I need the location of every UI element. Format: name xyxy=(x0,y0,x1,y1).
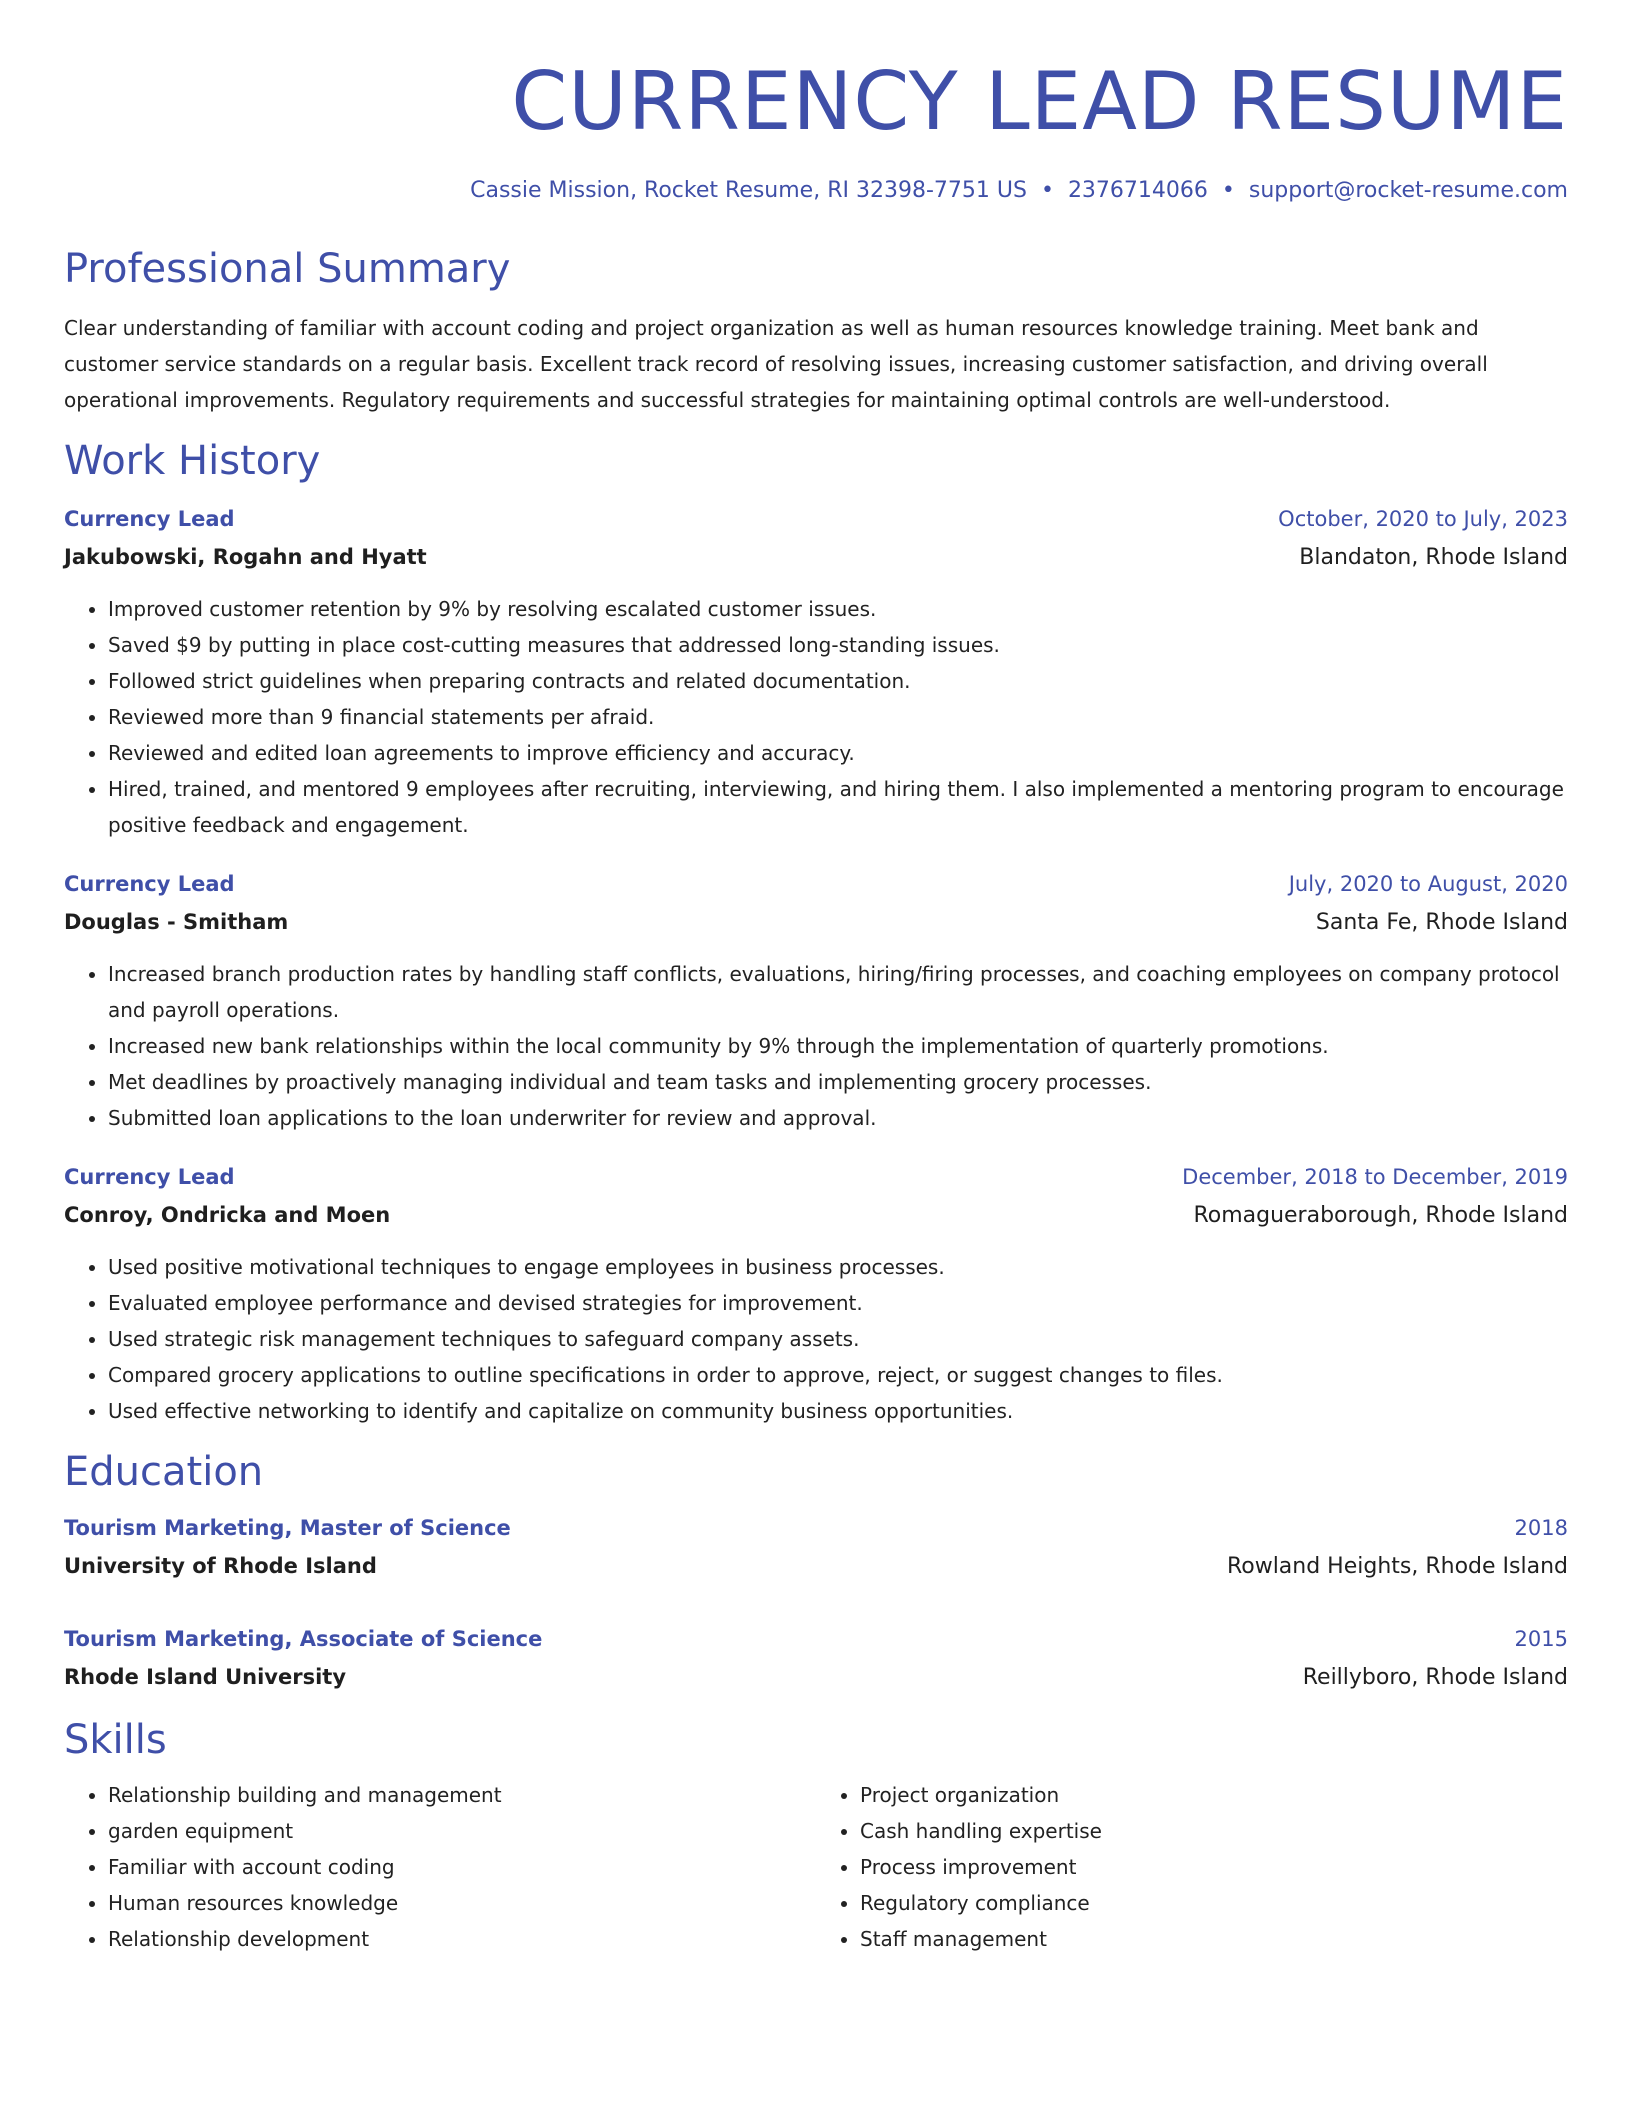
skills-heading: Skills xyxy=(64,1717,167,1763)
skill-item: • Cash handling expertise xyxy=(860,1813,1568,1849)
education-location: Rowland Heights, Rhode Island xyxy=(1226,1554,1568,1579)
skills-list xyxy=(64,1777,1568,1957)
job-location: Santa Fe, Rhode Island xyxy=(1315,910,1568,935)
skill-item: • Relationship building and management xyxy=(108,1777,816,1813)
job-subheader xyxy=(64,903,1568,942)
list-item: • Followed strict guidelines when preparing contracts and related documentation. xyxy=(108,663,1568,699)
contact-email: support@rocket-resume.com xyxy=(1248,178,1568,203)
skill-item: • Human resources knowledge xyxy=(108,1885,816,1921)
education-heading: Education xyxy=(64,1449,264,1495)
job-location: Blandaton, Rhode Island xyxy=(1299,545,1568,570)
skill-item: • Relationship development xyxy=(108,1921,816,1957)
list-item: • Met deadlines by proactively managing individual and team tasks and implementing grocery processes. xyxy=(108,1064,1568,1100)
list-item: • Used strategic risk management techniques to safeguard company assets. xyxy=(108,1321,1568,1357)
education-school: University of Rhode Island xyxy=(64,1554,377,1578)
resume-page xyxy=(64,0,1568,1957)
education-header xyxy=(64,1620,1568,1658)
job-title: Currency Lead xyxy=(64,1165,235,1189)
job-header xyxy=(64,1158,1568,1196)
education-year: 2015 xyxy=(1514,1627,1568,1651)
skill-item: • Process improvement xyxy=(860,1849,1568,1885)
job-header xyxy=(64,500,1568,538)
list-item: • Increased new bank relationships within the local community by 9% through the implementation of quarterly promotions. xyxy=(108,1028,1568,1064)
contact-line xyxy=(64,176,1568,206)
skill-item: • Familiar with account coding xyxy=(108,1849,816,1885)
job-bullets xyxy=(64,591,1568,843)
education-header xyxy=(64,1509,1568,1547)
job-subheader xyxy=(64,1196,1568,1235)
list-item: • Hired, trained, and mentored 9 employees after recruiting, interviewing, and hiring them. I also implemented a mentoring program to encourage positive feedback and engagement. xyxy=(108,771,1568,843)
skills-column-left xyxy=(64,1777,816,1957)
education-entry xyxy=(64,1620,1568,1697)
education-entry xyxy=(64,1509,1568,1586)
list-item: • Used effective networking to identify and capitalize on community business opportunities. xyxy=(108,1393,1568,1429)
job-entry xyxy=(64,1158,1568,1429)
contact-separator: • xyxy=(1040,178,1054,203)
contact-phone: 2376714066 xyxy=(1067,178,1208,203)
education-degree: Tourism Marketing, Master of Science xyxy=(64,1516,511,1540)
job-bullets xyxy=(64,956,1568,1136)
job-company: Conroy, Ondricka and Moen xyxy=(64,1203,391,1227)
list-item: • Reviewed more than 9 financial statements per afraid. xyxy=(108,699,1568,735)
job-company: Jakubowski, Rogahn and Hyatt xyxy=(64,545,427,569)
education-year: 2018 xyxy=(1514,1516,1568,1540)
list-item: • Saved $9 by putting in place cost-cutting measures that addressed long-standing issues. xyxy=(108,627,1568,663)
list-item: • Increased branch production rates by handling staff conflicts, evaluations, hiring/firing processes, and coaching employees on company protocol and payroll operations. xyxy=(108,956,1568,1028)
skill-item: • Project organization xyxy=(860,1777,1568,1813)
job-title: Currency Lead xyxy=(64,872,235,896)
skill-item: • Staff management xyxy=(860,1921,1568,1957)
job-company: Douglas - Smitham xyxy=(64,910,289,934)
education-subheader xyxy=(64,1547,1568,1586)
job-entry xyxy=(64,500,1568,843)
education-degree: Tourism Marketing, Associate of Science xyxy=(64,1627,543,1651)
summary-text: Clear understanding of familiar with account coding and project organization as well as human resources knowledge training. Meet bank and customer service standards on a regular basis. Excellent track record of resolving issues, increasing customer satisfaction, and driving overall operational improvements. Regulatory requirements and successful strategies for maintaining optimal controls are well-understood. xyxy=(64,316,1488,412)
education-location: Reillyboro, Rhode Island xyxy=(1302,1665,1568,1690)
contact-address: Cassie Mission, Rocket Resume, RI 32398-7751 US xyxy=(470,178,1027,203)
job-subheader xyxy=(64,538,1568,577)
contact-separator: • xyxy=(1221,178,1235,203)
job-title: Currency Lead xyxy=(64,507,235,531)
job-location: Romagueraborough, Rhode Island xyxy=(1193,1203,1568,1228)
job-entry xyxy=(64,865,1568,1136)
list-item: • Evaluated employee performance and devised strategies for improvement. xyxy=(108,1285,1568,1321)
list-item: • Compared grocery applications to outline specifications in order to approve, reject, or suggest changes to files. xyxy=(108,1357,1568,1393)
education-school: Rhode Island University xyxy=(64,1665,347,1689)
summary-heading: Professional Summary xyxy=(64,246,511,292)
job-dates: December, 2018 to December, 2019 xyxy=(1182,1165,1568,1189)
list-item: • Used positive motivational techniques to engage employees in business processes. xyxy=(108,1249,1568,1285)
skill-item: • garden equipment xyxy=(108,1813,816,1849)
job-bullets xyxy=(64,1249,1568,1429)
list-item: • Submitted loan applications to the loan underwriter for review and approval. xyxy=(108,1100,1568,1136)
resume-title: CURRENCY LEAD RESUME xyxy=(511,55,1568,148)
job-dates: October, 2020 to July, 2023 xyxy=(1278,507,1568,531)
skill-item: • Regulatory compliance xyxy=(860,1885,1568,1921)
job-dates: July, 2020 to August, 2020 xyxy=(1288,872,1568,896)
job-header xyxy=(64,865,1568,903)
education-subheader xyxy=(64,1658,1568,1697)
work-history-heading: Work History xyxy=(64,438,321,484)
skills-column-right xyxy=(816,1777,1568,1957)
list-item: • Reviewed and edited loan agreements to improve efficiency and accuracy. xyxy=(108,735,1568,771)
list-item: • Improved customer retention by 9% by resolving escalated customer issues. xyxy=(108,591,1568,627)
